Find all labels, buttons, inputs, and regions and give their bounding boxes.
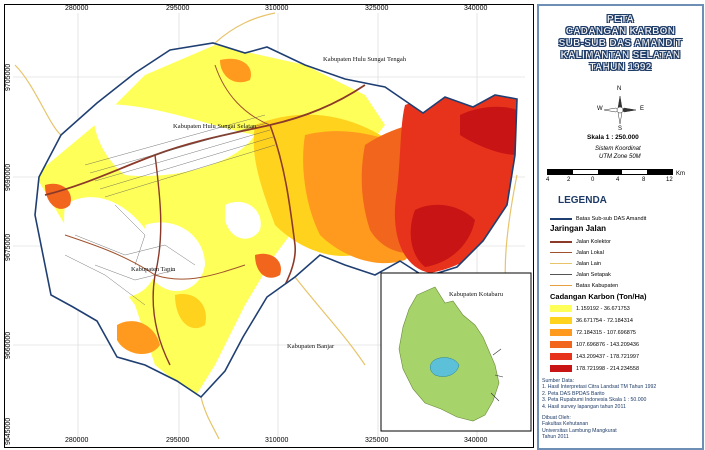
road-lain-label: Jalan Lain [576,260,602,267]
sources-block [542,378,656,410]
source-4: 4. Hasil survey lapangan tahun 2011 [542,403,626,410]
road-kolektor-swatch [550,241,572,243]
source-3: 3. Peta Rupabumi Indonesia Skala 1 : 50.000 [542,397,647,404]
regency-boundary-label: Batas Kabupaten [576,282,619,289]
compass-w: W [597,106,603,112]
x-tick-bottom-3: 310000 [265,437,289,444]
legend-class-3 [550,328,636,337]
scale-tick-6: 12 [666,177,673,183]
class-2-swatch [550,317,572,324]
scale-unit: Km [676,171,685,177]
map-title-line-5: TAHUN 1992 [589,62,652,73]
label-banjar: Kabupaten Banjar [287,343,335,350]
legend-road-kolektor [550,237,611,246]
made-by-block [542,415,617,441]
scale-tick-3: 0 [591,177,595,183]
x-tick-top-4: 325000 [365,5,389,12]
boundary-swatch [550,218,572,220]
scale-tick-5: 8 [642,177,646,183]
class-4-label: 107.696876 - 143.209436 [576,341,640,348]
compass-n: N [617,86,622,92]
legend-class-6 [550,364,639,373]
class-6-swatch [550,365,572,372]
map-title-line-3: SUB-SUB DAS AMANDIT [558,38,683,49]
road-lain-swatch [550,263,572,264]
class-3-label: 72.184315 - 107.696875 [576,329,636,336]
scale-text: Skala 1 : 250.000 [587,134,639,141]
y-tick-2: 9690000 [5,163,12,191]
source-1: 1. Hasil Interpretasi Citra Landsat TM Tahun 1992 [542,384,657,391]
map-title-line-1: PETA [606,14,635,25]
scale-tick-2: 2 [567,177,571,183]
class-2-label: 36.671754 - 72.184314 [576,317,633,324]
road-lokal-label: Jalan Lokal [576,249,604,256]
class-3-swatch [550,329,572,336]
compass-rose-icon [600,93,640,127]
label-hulu-sungai-selatan: Kabupaten Hulu Sungai Selatan [173,123,257,130]
scale-tick-4: 4 [616,177,620,183]
sources-title: Sumber Data: [542,378,575,384]
coord-system-2: UTM Zone 50M [599,154,641,160]
made-by-1: Fakultas Kehutanan [542,421,589,428]
carbon-map[interactable] [5,5,533,447]
made-by-title: Dibuat Oleh: [542,415,571,421]
legend-regency-boundary [550,281,618,290]
y-tick-4: 9660000 [5,331,12,359]
road-lokal-swatch [550,252,572,253]
x-tick-bottom-1: 280000 [65,437,89,444]
x-tick-top-1: 280000 [65,5,89,12]
label-kotabaru: Kabupaten Kotabaru [449,291,503,298]
label-hulu-sungai-tengah: Kabupaten Hulu Sungai Tengah [323,56,407,63]
x-tick-bottom-2: 295000 [166,437,190,444]
carbon-title: Cadangan Karbon (Ton/Ha) [550,292,647,301]
x-tick-top-2: 295000 [166,5,190,12]
made-by-3: Tahun 2011 [542,434,569,441]
roads-title: Jaringan Jalan [550,224,607,233]
class-5-swatch [550,353,572,360]
class-1-swatch [550,305,572,312]
legend-class-2 [550,316,633,325]
legend-road-lain [550,259,601,268]
y-tick-1: 9705000 [5,63,12,91]
legend-road-lokal [550,248,604,257]
legend-boundary [550,214,646,223]
legend-class-1 [550,304,630,313]
source-2: 2. Peta DAS BPDAS Barito [542,390,605,397]
legend-panel [537,4,704,450]
legend-class-4 [550,340,639,349]
scale-bar [547,169,673,175]
x-tick-bottom-4: 325000 [365,437,389,444]
boundary-label: Batas Sub-sub DAS Amandit [576,215,647,222]
compass-s: S [618,126,623,132]
map-title-line-2: CADANGAN KARBON [565,26,676,37]
legend-road-setapak [550,270,611,279]
coord-system-1: Sistem Koordinat [595,146,641,152]
y-tick-3: 9675000 [5,233,12,261]
map-title-line-4: KALIMANTAN SELATAN [560,50,681,61]
class-1-label: 1.159192 - 36.671753 [576,305,630,312]
x-tick-top-5: 340000 [464,5,488,12]
made-by-2: Universitas Lambung Mangkurat [542,427,617,434]
scale-tick-1: 4 [546,177,550,183]
x-tick-top-3: 310000 [265,5,289,12]
map-frame[interactable] [4,4,534,448]
road-setapak-label: Jalan Setapak [576,271,611,278]
x-tick-bottom-5: 340000 [464,437,488,444]
road-kolektor-label: Jalan Kolektor [576,238,611,245]
y-tick-5: 9645000 [5,417,12,445]
class-5-label: 143.209437 - 178.721997 [576,353,640,360]
legend-class-5 [550,352,639,361]
road-setapak-swatch [550,274,572,275]
class-4-swatch [550,341,572,348]
class-6-label: 178.721998 - 214.234558 [576,365,640,372]
compass-e: E [640,106,645,112]
regency-boundary-swatch [550,285,572,286]
legend-title: LEGENDA [558,195,607,206]
label-tapin: Kabupaten Tapin [131,266,176,273]
